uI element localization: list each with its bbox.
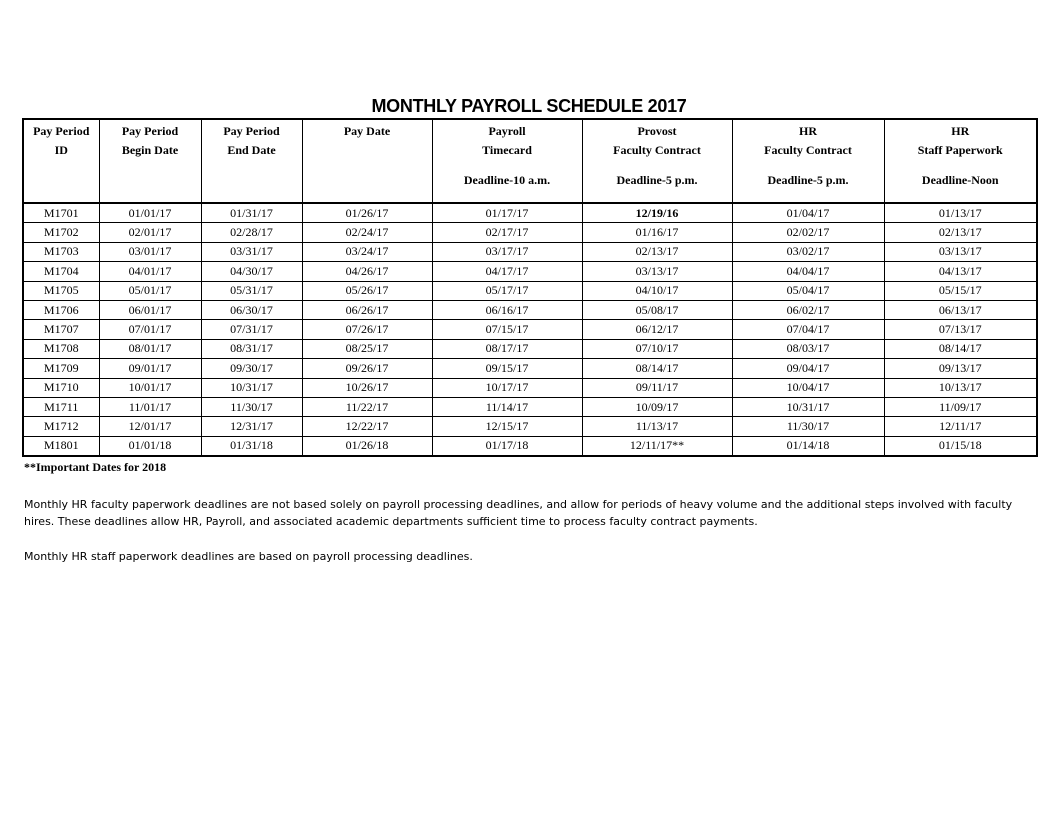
table-cell: 03/13/17 [582,262,732,281]
table-row [23,359,1037,378]
table-cell: M1704 [23,262,99,281]
table-cell: 01/14/18 [732,436,884,456]
column-header [23,119,99,203]
table-cell: 05/31/17 [201,281,302,300]
table-cell: 07/31/17 [201,320,302,339]
table-cell: 01/31/18 [201,436,302,456]
table-cell: 08/14/17 [582,359,732,378]
table-cell: 12/01/17 [99,417,201,436]
column-header-line: Pay Period [121,124,179,138]
column-header-line: Faculty Contract [613,143,701,157]
table-row [23,339,1037,358]
table-cell: 06/12/17 [582,320,732,339]
table-cell: 03/24/17 [302,242,432,261]
column-header-line: ID [54,143,68,157]
table-cell: 05/08/17 [582,300,732,319]
payroll-schedule-table [22,118,1038,457]
table-cell: 09/26/17 [302,359,432,378]
table-cell: M1705 [23,281,99,300]
table-cell: 12/22/17 [302,417,432,436]
column-header-line: HR [951,124,970,138]
table-cell: 01/26/17 [302,203,432,223]
table-cell: M1801 [23,436,99,456]
column-header-line: Provost [637,124,677,138]
table-cell: 01/31/17 [201,203,302,223]
column-header-line: Faculty Contract [764,143,852,157]
table-cell: 07/04/17 [732,320,884,339]
table-cell: 02/01/17 [99,223,201,242]
table-cell: 02/17/17 [432,223,582,242]
table-cell: M1706 [23,300,99,319]
table-cell: 01/26/18 [302,436,432,456]
table-row [23,417,1037,436]
table-cell: 01/13/17 [884,203,1037,223]
table-cell: 03/17/17 [432,242,582,261]
table-cell: 08/17/17 [432,339,582,358]
table-cell: 10/01/17 [99,378,201,397]
table-cell: 11/09/17 [884,397,1037,416]
table-cell: 12/31/17 [201,417,302,436]
column-header-line: Begin Date [121,143,179,157]
table-cell: 05/17/17 [432,281,582,300]
table-cell: 12/15/17 [432,417,582,436]
table-row [23,262,1037,281]
table-cell: 08/14/17 [884,339,1037,358]
table-cell: 10/17/17 [432,378,582,397]
table-cell: 12/19/16 [582,203,732,223]
table-row [23,436,1037,456]
table-cell: 01/01/18 [99,436,201,456]
table-cell: 08/01/17 [99,339,201,358]
table-cell: 05/26/17 [302,281,432,300]
table-row [23,203,1037,223]
column-header-line: Deadline-5 p.m. [767,173,849,187]
table-cell: M1702 [23,223,99,242]
column-header-line: Payroll [488,124,526,138]
table-cell: 09/01/17 [99,359,201,378]
table-cell: 01/01/17 [99,203,201,223]
table-cell: 09/04/17 [732,359,884,378]
table-cell: 11/22/17 [302,397,432,416]
table-cell: 04/10/17 [582,281,732,300]
table-cell: M1711 [23,397,99,416]
table-cell: 12/11/17 [884,417,1037,436]
table-cell: 01/17/18 [432,436,582,456]
table-cell: 02/13/17 [582,242,732,261]
table-cell: 06/02/17 [732,300,884,319]
table-cell: 03/31/17 [201,242,302,261]
table-cell: 11/01/17 [99,397,201,416]
table-body [23,203,1037,456]
table-row [23,223,1037,242]
table-cell: M1712 [23,417,99,436]
faculty-deadline-note: Monthly HR faculty paperwork deadlines are not based solely on payroll processing deadlines, and allow for periods of heavy volume and the additional steps involved with faculty hires. These deadlines allow HR, Payroll, and associated academic departments sufficient time to process faculty contract payments. [24,498,1013,528]
table-cell: 07/01/17 [99,320,201,339]
column-header-line [100,171,201,190]
table-cell: 07/10/17 [582,339,732,358]
table-cell: 10/26/17 [302,378,432,397]
column-header-line [303,171,432,190]
table-cell: 04/04/17 [732,262,884,281]
table-header [23,119,1037,203]
column-header-line [202,171,302,190]
table-cell: 04/17/17 [432,262,582,281]
staff-deadline-note: Monthly HR staff paperwork deadlines are based on payroll processing deadlines. [24,550,473,563]
table-cell: 05/15/17 [884,281,1037,300]
table-row [23,320,1037,339]
footnote: **Important Dates for 2018 [24,460,167,474]
table-cell: 09/15/17 [432,359,582,378]
column-header-line: Timecard [482,143,532,157]
table-cell: 03/02/17 [732,242,884,261]
column-header [302,119,432,203]
column-header-line: Deadline-Noon [921,173,999,187]
table-cell: 11/14/17 [432,397,582,416]
table-cell: 08/31/17 [201,339,302,358]
column-header [432,119,582,203]
table-cell: 02/02/17 [732,223,884,242]
table-cell: 01/17/17 [432,203,582,223]
table-cell: 03/01/17 [99,242,201,261]
table-cell: M1707 [23,320,99,339]
table-row [23,397,1037,416]
table-cell: 04/26/17 [302,262,432,281]
table-cell: 06/13/17 [884,300,1037,319]
table-cell: 09/11/17 [582,378,732,397]
table-cell: 11/30/17 [732,417,884,436]
column-header [732,119,884,203]
column-header-line: HR [799,124,817,138]
column-header-line: End Date [227,143,276,157]
column-header-line: Pay Period [33,124,90,138]
table-cell: 02/13/17 [884,223,1037,242]
column-header [582,119,732,203]
page-title: MONTHLY PAYROLL SCHEDULE 2017 [371,96,687,116]
table-row [23,300,1037,319]
table-cell: 10/31/17 [201,378,302,397]
table-cell: 08/03/17 [732,339,884,358]
column-header-line: Pay Period [223,124,280,138]
table-cell: 12/11/17** [582,436,732,456]
table-row [23,281,1037,300]
table-cell: 09/30/17 [201,359,302,378]
table-cell: 08/25/17 [302,339,432,358]
column-header-line: Deadline-5 p.m. [616,173,698,187]
table-cell: 09/13/17 [884,359,1037,378]
table-row [23,242,1037,261]
column-header-line [24,171,99,190]
table-cell: M1708 [23,339,99,358]
column-header-line [303,141,432,160]
table-cell: M1703 [23,242,99,261]
table-cell: 01/04/17 [732,203,884,223]
table-cell: 06/01/17 [99,300,201,319]
table-row [23,378,1037,397]
header-row [23,119,1037,203]
column-header-line: Deadline-10 a.m. [463,173,551,187]
table-cell: 11/30/17 [201,397,302,416]
table-cell: 04/01/17 [99,262,201,281]
table-cell: 10/09/17 [582,397,732,416]
table-cell: 10/31/17 [732,397,884,416]
table-cell: 01/15/18 [884,436,1037,456]
table-cell: 06/16/17 [432,300,582,319]
table-cell: 02/28/17 [201,223,302,242]
table-cell: M1701 [23,203,99,223]
table-cell: 10/13/17 [884,378,1037,397]
table-cell: M1709 [23,359,99,378]
column-header [884,119,1037,203]
table-cell: 03/13/17 [884,242,1037,261]
table-cell: 07/15/17 [432,320,582,339]
table-cell: 06/30/17 [201,300,302,319]
column-header [99,119,201,203]
table-cell: 06/26/17 [302,300,432,319]
table-cell: 10/04/17 [732,378,884,397]
table-cell: 05/01/17 [99,281,201,300]
table-cell: 02/24/17 [302,223,432,242]
table-cell: M1710 [23,378,99,397]
table-cell: 11/13/17 [582,417,732,436]
table-cell: 01/16/17 [582,223,732,242]
column-header [201,119,302,203]
table-cell: 04/13/17 [884,262,1037,281]
column-header-line: Pay Date [343,124,391,138]
table-cell: 07/26/17 [302,320,432,339]
column-header-line: Staff Paperwork [917,143,1003,157]
table-cell: 07/13/17 [884,320,1037,339]
table-cell: 05/04/17 [732,281,884,300]
table-cell: 04/30/17 [201,262,302,281]
